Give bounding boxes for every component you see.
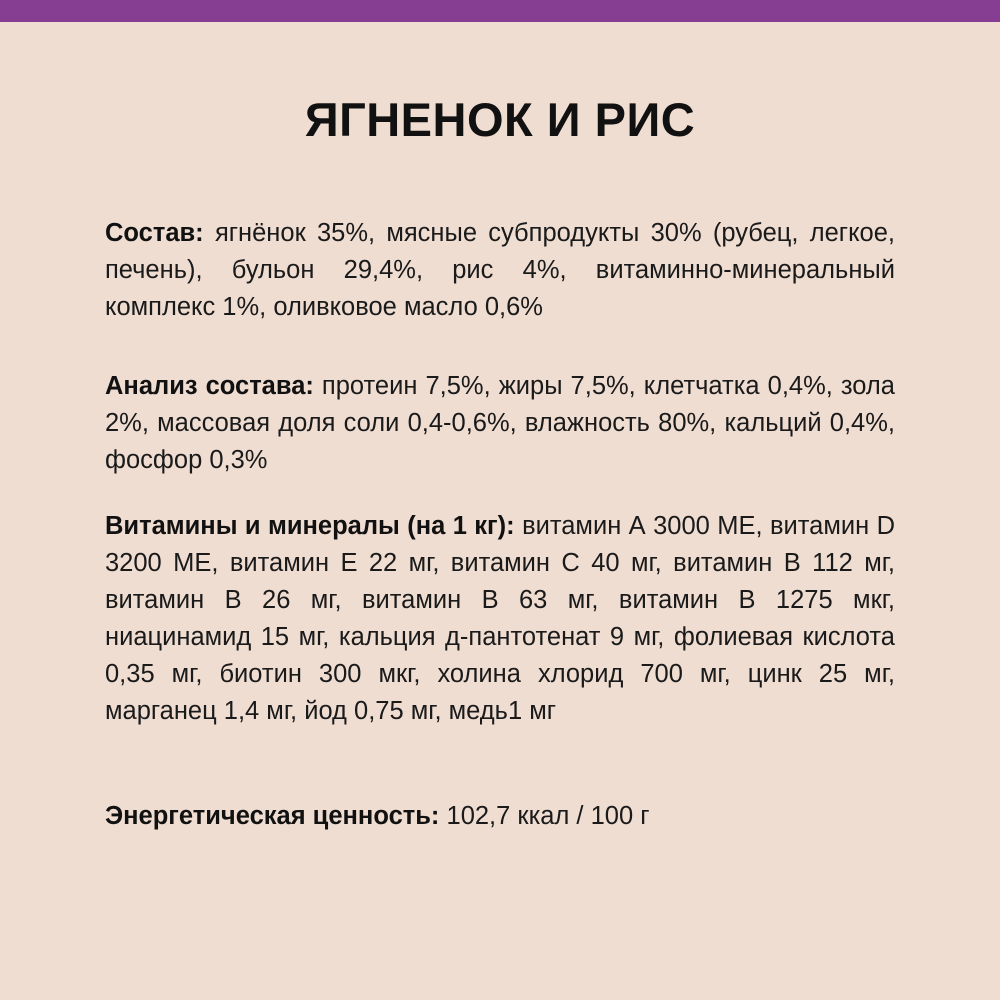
vitamins-label: Витамины и минералы (на 1 кг): <box>105 512 515 540</box>
top-accent-bar <box>0 0 1000 22</box>
analysis-label: Анализ состава: <box>105 372 314 400</box>
vitamins-text: витамин А 3000 МЕ, витамин D 3200 МЕ, витамин Е 22 мг, витамин С 40 мг, витамин В 112 мг, витамин В 26 мг, витамин В 63 мг, витамин В 1275 мкг, ниацинамид 15 мг, кальция д-пантотенат 9 мг, фолиевая кислота 0,35 мг, биотин 300 мкг, холина хлорид 700 мг, цинк 25 мг, марганец 1,4 мг, йод 0,75 мг, медь1 мг <box>105 512 896 725</box>
analysis-text: протеин 7,5%, жиры 7,5%, клетчатка 0,4%, зола 2%, массовая доля соли 0,4-0,6%, влажность 80%, кальций 0,4%, фосфор 0,3% <box>105 372 895 474</box>
analysis-section <box>105 368 895 479</box>
energy-text: 102,7 ккал / 100 г <box>446 802 650 830</box>
composition-text: ягнёнок 35%, мясные субпродукты 30% (рубец, легкое, печень), бульон 29,4%, рис 4%, витаминно-минеральный комплекс 1%, оливковое масло 0,6% <box>105 219 895 321</box>
energy-section <box>105 798 895 835</box>
energy-label: Энергетическая ценность: <box>105 802 440 830</box>
composition-section <box>105 215 895 326</box>
page-title: ЯГНЕНОК И РИС <box>304 93 696 146</box>
composition-label: Состав: <box>105 219 204 247</box>
vitamins-section <box>105 508 895 730</box>
